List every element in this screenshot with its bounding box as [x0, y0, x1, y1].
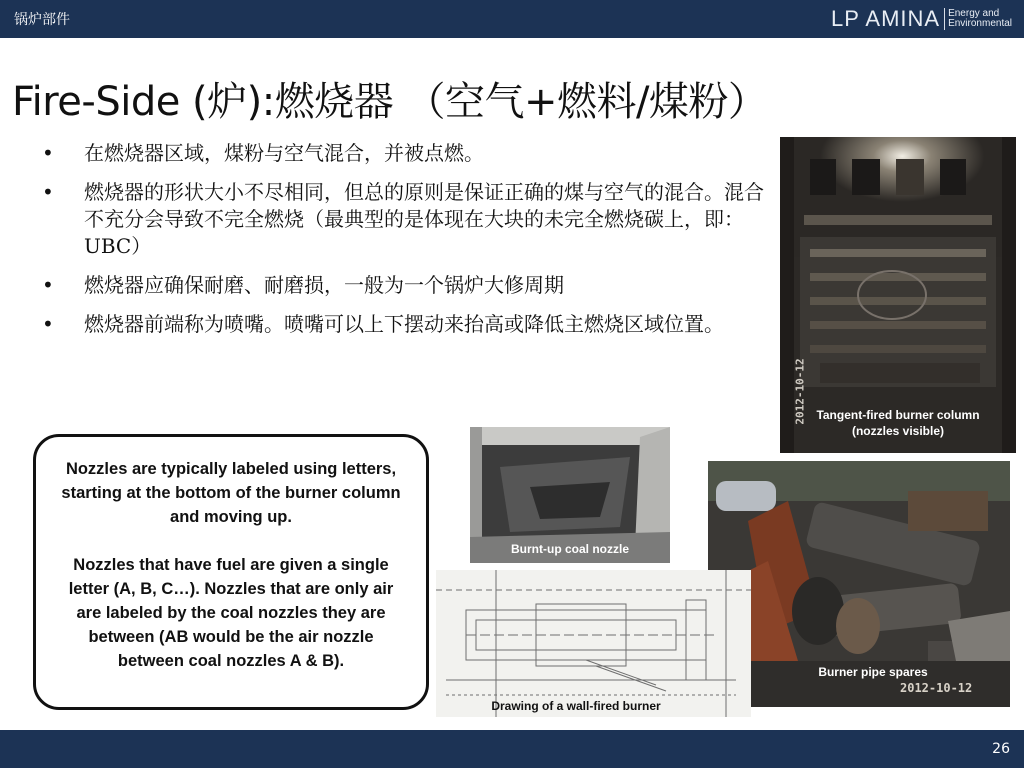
- bullet-text: 燃烧器应确保耐磨、耐磨损，一般为一个锅炉大修周期: [84, 273, 564, 297]
- bullet-text: 在燃烧器区域，煤粉与空气混合，并被点燃。: [84, 141, 484, 165]
- tangent-caption: [780, 407, 1016, 439]
- brand-tagline-line2: Environmental: [948, 18, 1012, 29]
- bullet-item: [40, 179, 780, 260]
- bullet-text: 燃烧器前端称为喷嘴。喷嘴可以上下摆动来抬高或降低主燃烧区域位置。: [84, 312, 724, 336]
- bullet-item: [40, 140, 780, 167]
- tangent-burner-photo: [780, 137, 1016, 453]
- callout-paragraph-1: Nozzles are typically labeled using letters, starting at the bottom of the burner column and moving up.: [61, 460, 401, 526]
- bottom-bar: [0, 730, 1024, 768]
- pipe-spares-photo: [708, 461, 1010, 707]
- burnt-nozzle-photo: [470, 427, 670, 563]
- tangent-date-stamp: 2012-10-12: [793, 358, 807, 425]
- tangent-burner-illustration: [780, 137, 1016, 453]
- brand-logo: [831, 5, 1012, 33]
- section-label: 锅炉部件: [14, 12, 70, 28]
- brand-tagline-line1: Energy and: [948, 8, 1000, 19]
- bullet-list: [40, 140, 780, 350]
- bullet-text: 燃烧器的形状大小不尽相同，但总的原则是保证正确的煤与空气的混合。混合不充分会导致不完全燃烧（最典型的是体现在大块的未完全燃烧碳上，即：UBC）: [84, 180, 764, 258]
- nozzle-labeling-callout: [33, 434, 429, 710]
- burnt-nozzle-caption: Burnt-up coal nozzle: [511, 542, 629, 556]
- bullet-dot: •: [42, 141, 54, 165]
- pipe-spares-date-stamp: 2012-10-12: [900, 681, 973, 695]
- slide-title: Fire-Side (炉):燃烧器 （空气+燃料/煤粉）: [12, 79, 768, 125]
- wall-burner-drawing-illustration: [436, 570, 751, 717]
- wall-burner-drawing: [436, 570, 751, 717]
- tangent-caption-line2: (nozzles visible): [851, 424, 945, 438]
- page-number: 26: [992, 741, 1010, 757]
- top-bar: [0, 0, 1024, 38]
- pipe-spares-caption: Burner pipe spares: [818, 665, 928, 679]
- bullet-dot: •: [42, 180, 54, 204]
- bullet-dot: •: [42, 273, 54, 297]
- brand-name: LP AMINA: [830, 6, 941, 31]
- bullet-item: [40, 311, 780, 338]
- bullet-dot: •: [42, 312, 54, 336]
- bullet-item: [40, 272, 780, 299]
- brand-divider: [944, 8, 945, 30]
- tangent-caption-line1: Tangent-fired burner column: [816, 408, 980, 422]
- wall-burner-caption: Drawing of a wall-fired burner: [491, 699, 661, 713]
- brand-tagline: [948, 9, 1012, 29]
- callout-paragraph-2: Nozzles that have fuel are given a single letter (A, B, C…). Nozzles that are only air are labeled by the coal nozzles they are between (AB would be the air nozzle between coal nozzles A & B).: [68, 556, 394, 670]
